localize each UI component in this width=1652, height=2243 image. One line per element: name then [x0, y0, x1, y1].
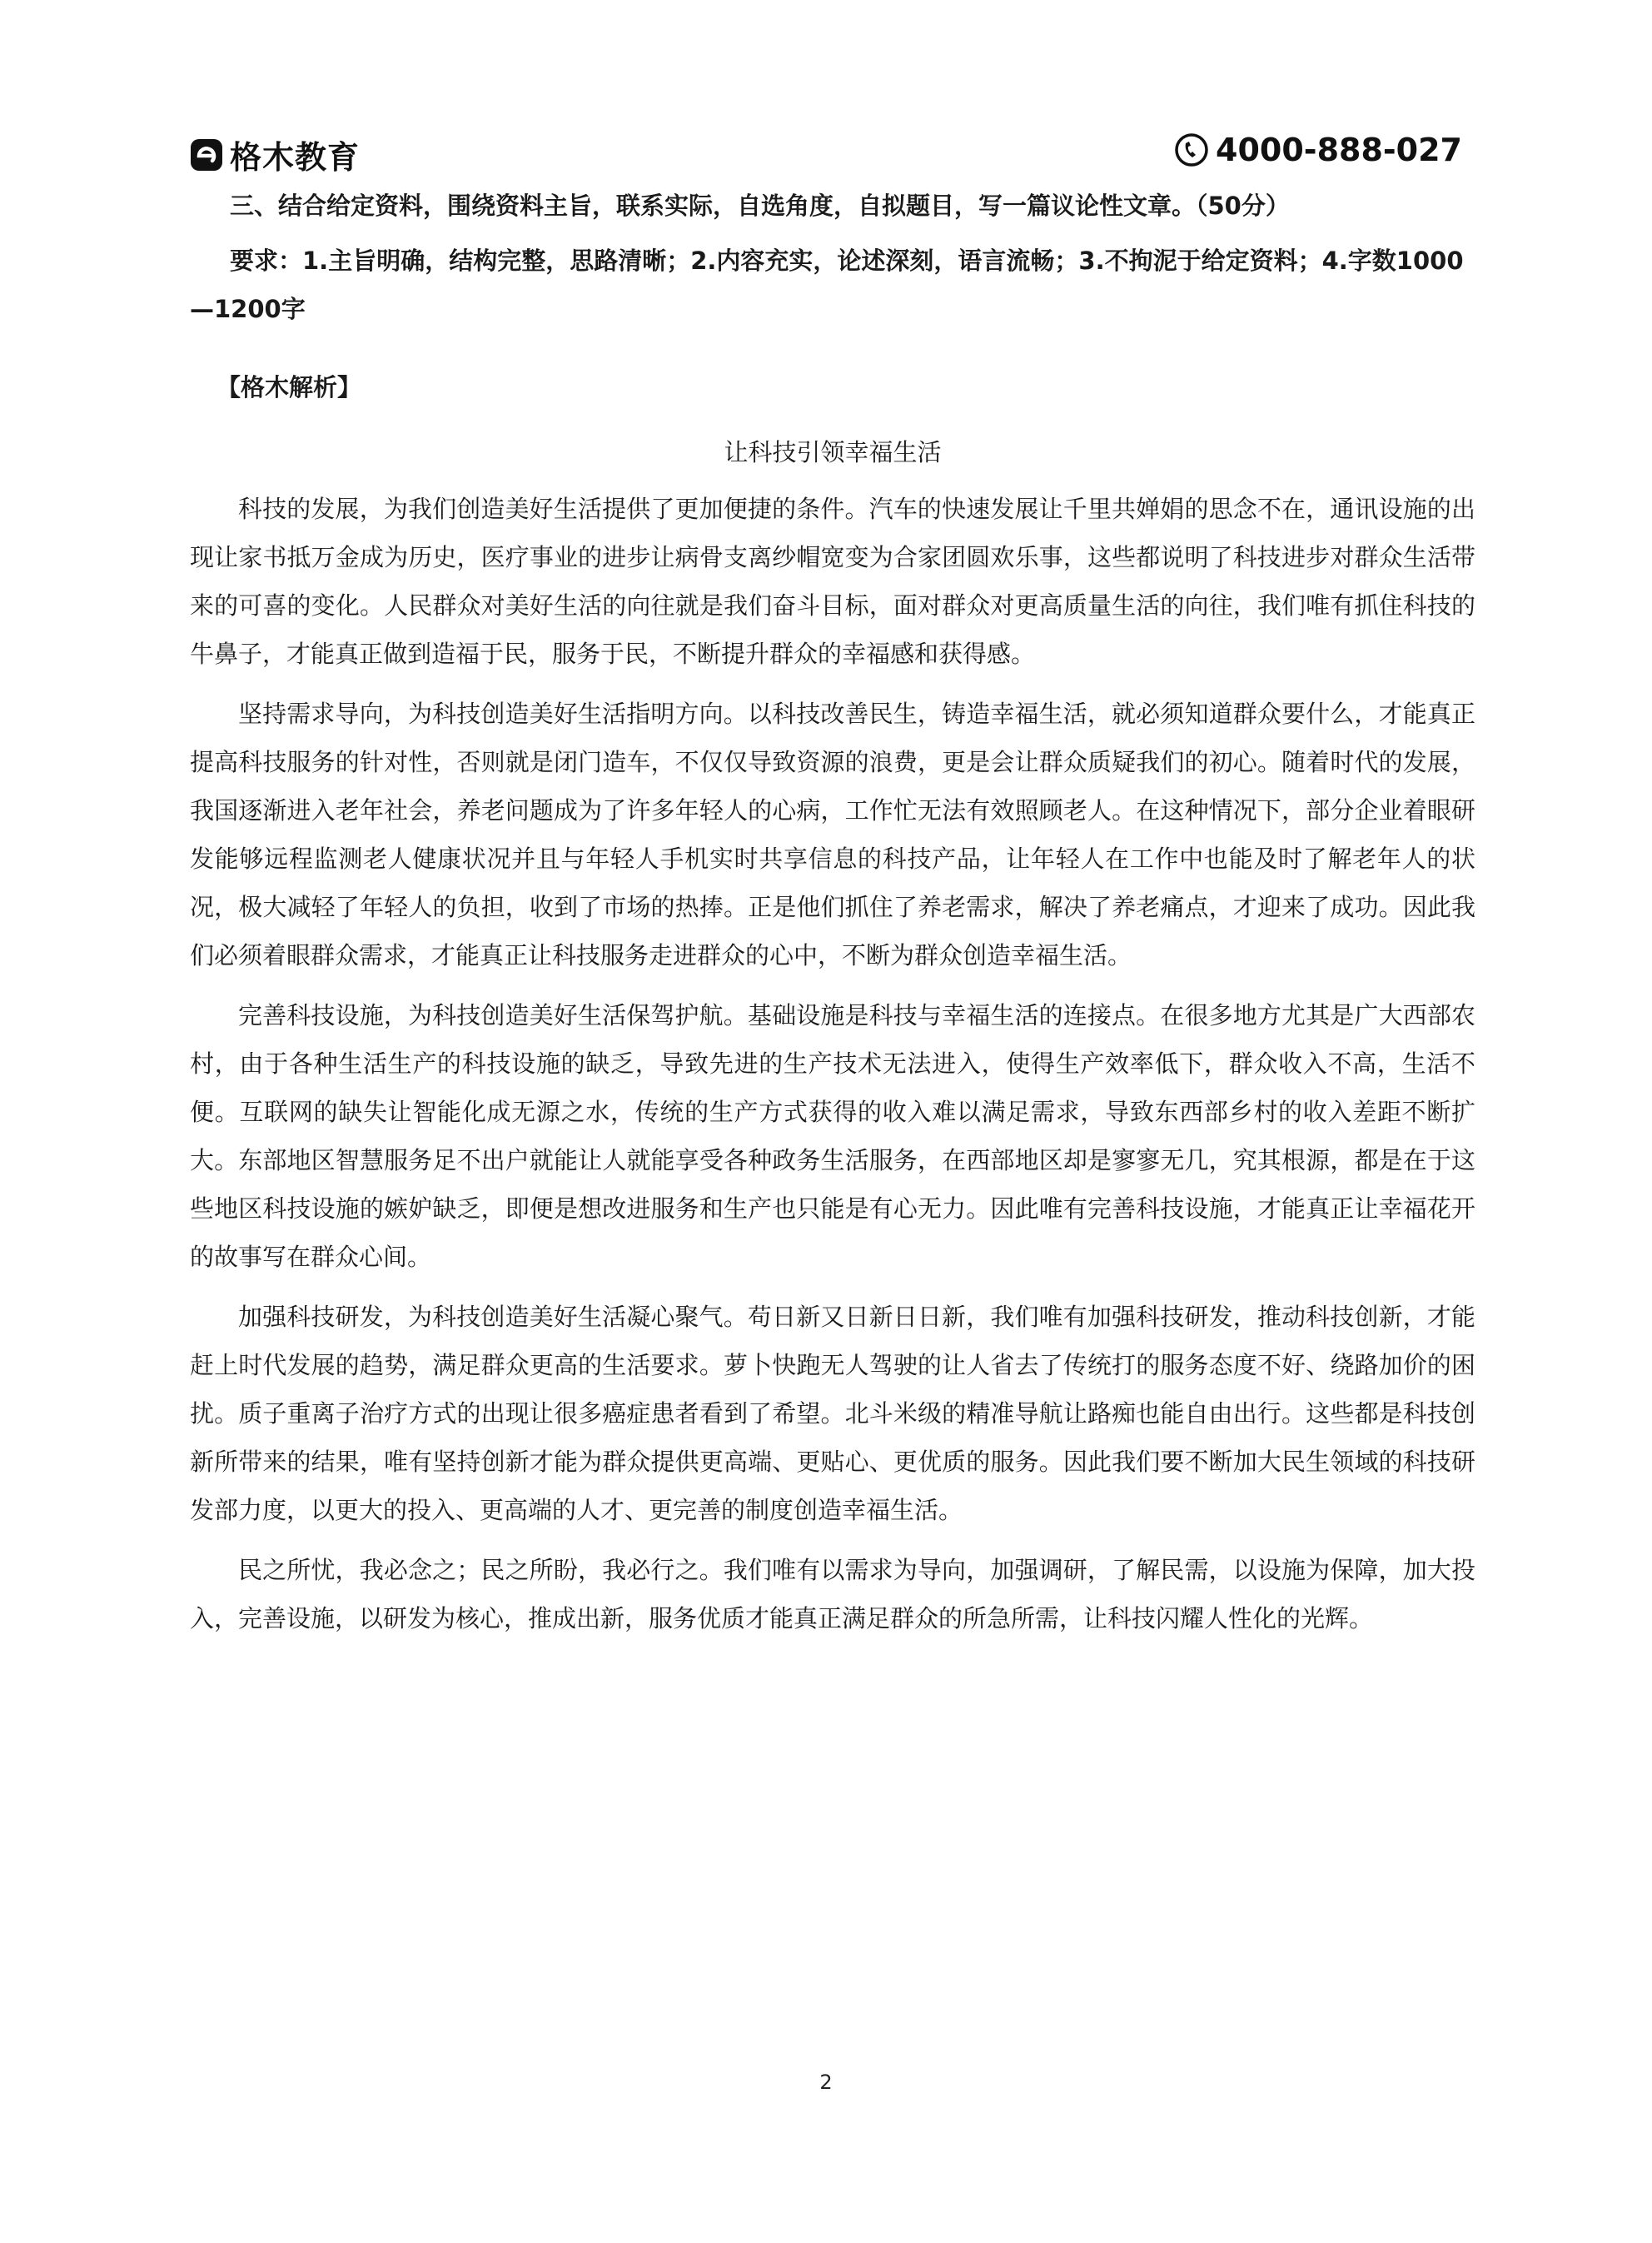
essay-paragraph: 民之所忧，我必念之；民之所盼，我必行之。我们唯有以需求为导向，加强调研，了解民需，以设施为保障，加大投入，完善设施，以研发为核心，推成出新，服务优质才能真正满足群众的所急所需，让科技闪耀人性化的光辉。: [190, 1556, 1475, 1632]
phone-icon: [1174, 132, 1209, 167]
hotline: [1174, 132, 1462, 168]
analysis-label: 【格木解析】: [216, 373, 362, 401]
question-requirements: 要求：1.主旨明确，结构完整，思路清晰；2.内容充实，论述深刻，语言流畅；3.不拘泥于给定资料；4.字数1000—1200字: [190, 247, 1464, 323]
page-number: 2: [819, 2071, 833, 2094]
essay-title: 让科技引领幸福生活: [724, 438, 942, 466]
essay-paragraph: 加强科技研发，为科技创造美好生活凝心聚气。苟日新又日新日日新，我们唯有加强科技研发，推动科技创新，才能赶上时代发展的趋势，满足群众更高的生活要求。萝卜快跑无人驾驶的让人省去了传统打的服务态度不好、绕路加价的困扰。质子重离子治疗方式的出现让很多癌症患者看到了希望。北斗米级的精准导航让路痴也能自由出行。这些都是科技创新所带来的结果，唯有坚持创新才能为群众提供更高端、更贴心、更优质的服务。因此我们要不断加大民生领域的科技研发部力度，以更大的投入、更高端的人才、更完善的制度创造幸福生活。: [190, 1303, 1475, 1524]
hotline-number: 4000-888-027: [1216, 132, 1462, 168]
brand-logo: [190, 132, 360, 177]
essay-paragraph: 坚持需求导向，为科技创造美好生活指明方向。以科技改善民生，铸造幸福生活，就必须知道群众要什么，才能真正提高科技服务的针对性，否则就是闭门造车，不仅仅导致资源的浪费，更是会让群众质疑我们的初心。随着时代的发展，我国逐渐进入老年社会，养老问题成为了许多年轻人的心病，工作忙无法有效照顾老人。在这种情况下，部分企业着眼研发能够远程监测老人健康状况并且与年轻人手机实时共享信息的科技产品，让年轻人在工作中也能及时了解老年人的状况，极大减轻了年轻人的负担，收到了市场的热捧。正是他们抓住了养老需求，解决了养老痛点，才迎来了成功。因此我们必须着眼群众需求，才能真正让科技服务走进群众的心中，不断为群众创造幸福生活。: [190, 700, 1475, 969]
brand-logo-icon: [190, 138, 223, 172]
document-body: [190, 182, 1475, 1654]
page-header: [190, 132, 1462, 178]
essay-paragraph: 完善科技设施，为科技创造美好生活保驾护航。基础设施是科技与幸福生活的连接点。在很多地方尤其是广大西部农村，由于各种生活生产的科技设施的缺乏，导致先进的生产技术无法进入，使得生产效率低下，群众收入不高，生活不便。互联网的缺失让智能化成无源之水，传统的生产方式获得的收入难以满足需求，导致东西部乡村的收入差距不断扩大。东部地区智慧服务足不出户就能让人就能享受各种政务生活服务，在西部地区却是寥寥无几，究其根源，都是在于这些地区科技设施的嫉妒缺乏，即便是想改进服务和生产也只能是有心无力。因此唯有完善科技设施，才能真正让幸福花开的故事写在群众心间。: [190, 1001, 1475, 1271]
brand-name: 格木教育: [230, 139, 361, 176]
essay-paragraph: 科技的发展，为我们创造美好生活提供了更加便捷的条件。汽车的快速发展让千里共婵娟的思念不在，通讯设施的出现让家书抵万金成为历史，医疗事业的进步让病骨支离纱帽宽变为合家团圆欢乐事，这些都说明了科技进步对群众生活带来的可喜的变化。人民群众对美好生活的向往就是我们奋斗目标，面对群众对更高质量生活的向往，我们唯有抓住科技的牛鼻子，才能真正做到造福于民，服务于民，不断提升群众的幸福感和获得感。: [190, 495, 1475, 668]
question-title: 三、结合给定资料，围绕资料主旨，联系实际，自选角度，自拟题目，写一篇议论性文章。（50分）: [230, 192, 1290, 220]
